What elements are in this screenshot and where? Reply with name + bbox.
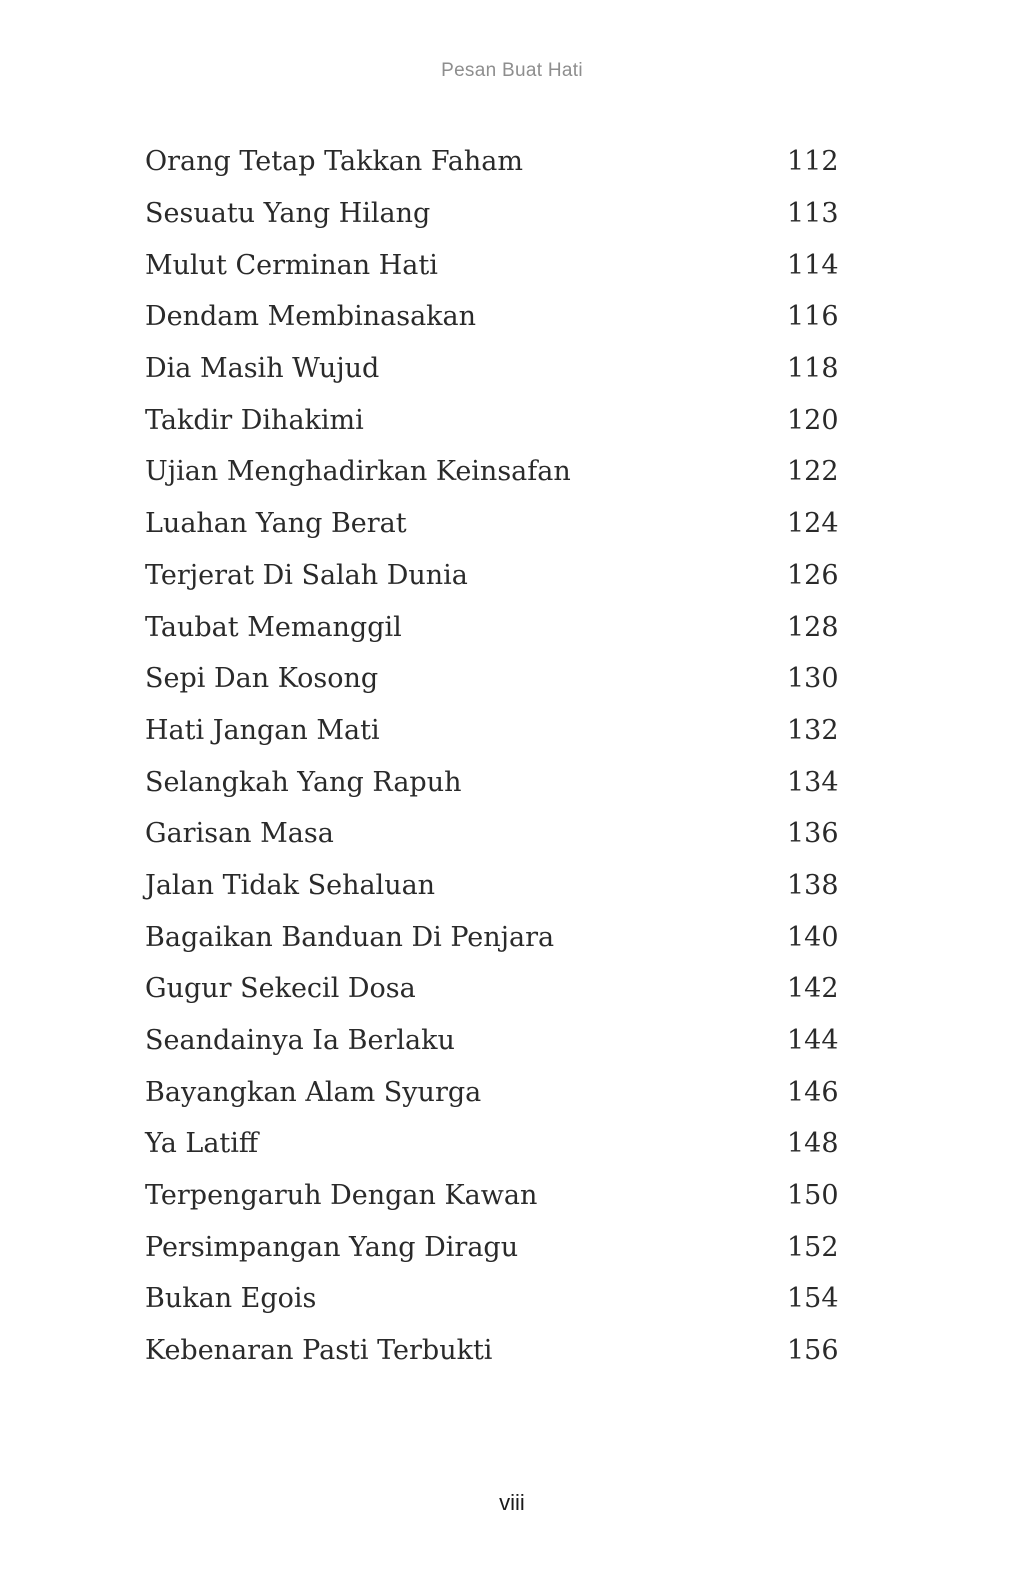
toc-entry-title: Luahan Yang Berat [145,508,407,540]
toc-entry [145,498,839,550]
toc-entry-title: Gugur Sekecil Dosa [145,973,416,1005]
toc-entry-page: 142 [787,973,839,1005]
toc-entry-page: 130 [787,663,839,695]
toc-entry [145,446,839,498]
toc-entry-title: Dendam Membinasakan [145,301,477,333]
toc-entry-page: 156 [787,1335,839,1367]
toc-entry [145,1118,839,1170]
toc-entry-page: 136 [787,818,839,850]
toc-entry-title: Mulut Cerminan Hati [145,249,438,281]
toc-entry [145,1066,839,1118]
toc-entry [145,291,839,343]
table-of-contents [145,136,839,1377]
toc-entry-page: 116 [787,301,839,333]
toc-entry-title: Terpengaruh Dengan Kawan [145,1180,538,1212]
toc-entry-title: Terjerat Di Salah Dunia [145,559,468,591]
toc-entry [145,860,839,912]
toc-entry-title: Orang Tetap Takkan Faham [145,146,523,178]
toc-entry-title: Jalan Tidak Sehaluan [145,869,436,901]
toc-entry-page: 144 [787,1025,839,1057]
toc-entry-title: Bukan Egois [145,1283,317,1315]
toc-entry [145,394,839,446]
toc-entry-title: Taubat Memanggil [145,611,402,643]
toc-entry [145,1325,839,1377]
toc-entry-page: 124 [787,508,839,540]
toc-entry-page: 148 [787,1128,839,1160]
toc-entry-title: Seandainya Ia Berlaku [145,1025,455,1057]
toc-entry [145,808,839,860]
toc-entry-title: Selangkah Yang Rapuh [145,766,462,798]
toc-entry-title: Hati Jangan Mati [145,714,380,746]
toc-entry-title: Bayangkan Alam Syurga [145,1076,482,1108]
toc-entry-title: Sesuatu Yang Hilang [145,198,431,230]
toc-entry [145,1273,839,1325]
toc-entry [145,343,839,395]
toc-entry-page: 138 [787,869,839,901]
toc-entry-title: Bagaikan Banduan Di Penjara [145,921,555,953]
toc-entry-title: Takdir Dihakimi [145,404,364,436]
toc-entry-title: Persimpangan Yang Diragu [145,1231,519,1263]
toc-entry-page: 126 [787,559,839,591]
toc-entry-page: 146 [787,1076,839,1108]
toc-entry-page: 152 [787,1231,839,1263]
toc-entry-page: 132 [787,714,839,746]
toc-entry-page: 112 [787,146,839,178]
toc-entry-page: 120 [787,404,839,436]
toc-entry [145,601,839,653]
page-number: viii [499,1490,525,1515]
toc-entry-page: 150 [787,1180,839,1212]
toc-entry [145,911,839,963]
toc-entry [145,550,839,602]
toc-entry-title: Kebenaran Pasti Terbukti [145,1335,493,1367]
toc-entry [145,188,839,240]
toc-entry-page: 154 [787,1283,839,1315]
toc-entry-page: 134 [787,766,839,798]
toc-entry-page: 113 [787,198,839,230]
toc-entry [145,136,839,188]
toc-entry-page: 114 [787,249,839,281]
toc-entry-title: Garisan Masa [145,818,334,850]
running-header: Pesan Buat Hati [441,60,583,81]
toc-entry [145,1015,839,1067]
toc-entry-title: Dia Masih Wujud [145,353,380,385]
toc-entry [145,1170,839,1222]
toc-entry-page: 140 [787,921,839,953]
toc-entry-page: 118 [787,353,839,385]
toc-entry [145,1221,839,1273]
toc-entry [145,653,839,705]
toc-entry-page: 128 [787,611,839,643]
toc-entry [145,963,839,1015]
toc-entry-title: Ujian Menghadirkan Keinsafan [145,456,571,488]
toc-entry [145,756,839,808]
toc-entry-title: Ya Latiff [145,1128,259,1160]
toc-entry [145,705,839,757]
toc-entry-page: 122 [787,456,839,488]
toc-entry [145,239,839,291]
toc-entry-title: Sepi Dan Kosong [145,663,379,695]
